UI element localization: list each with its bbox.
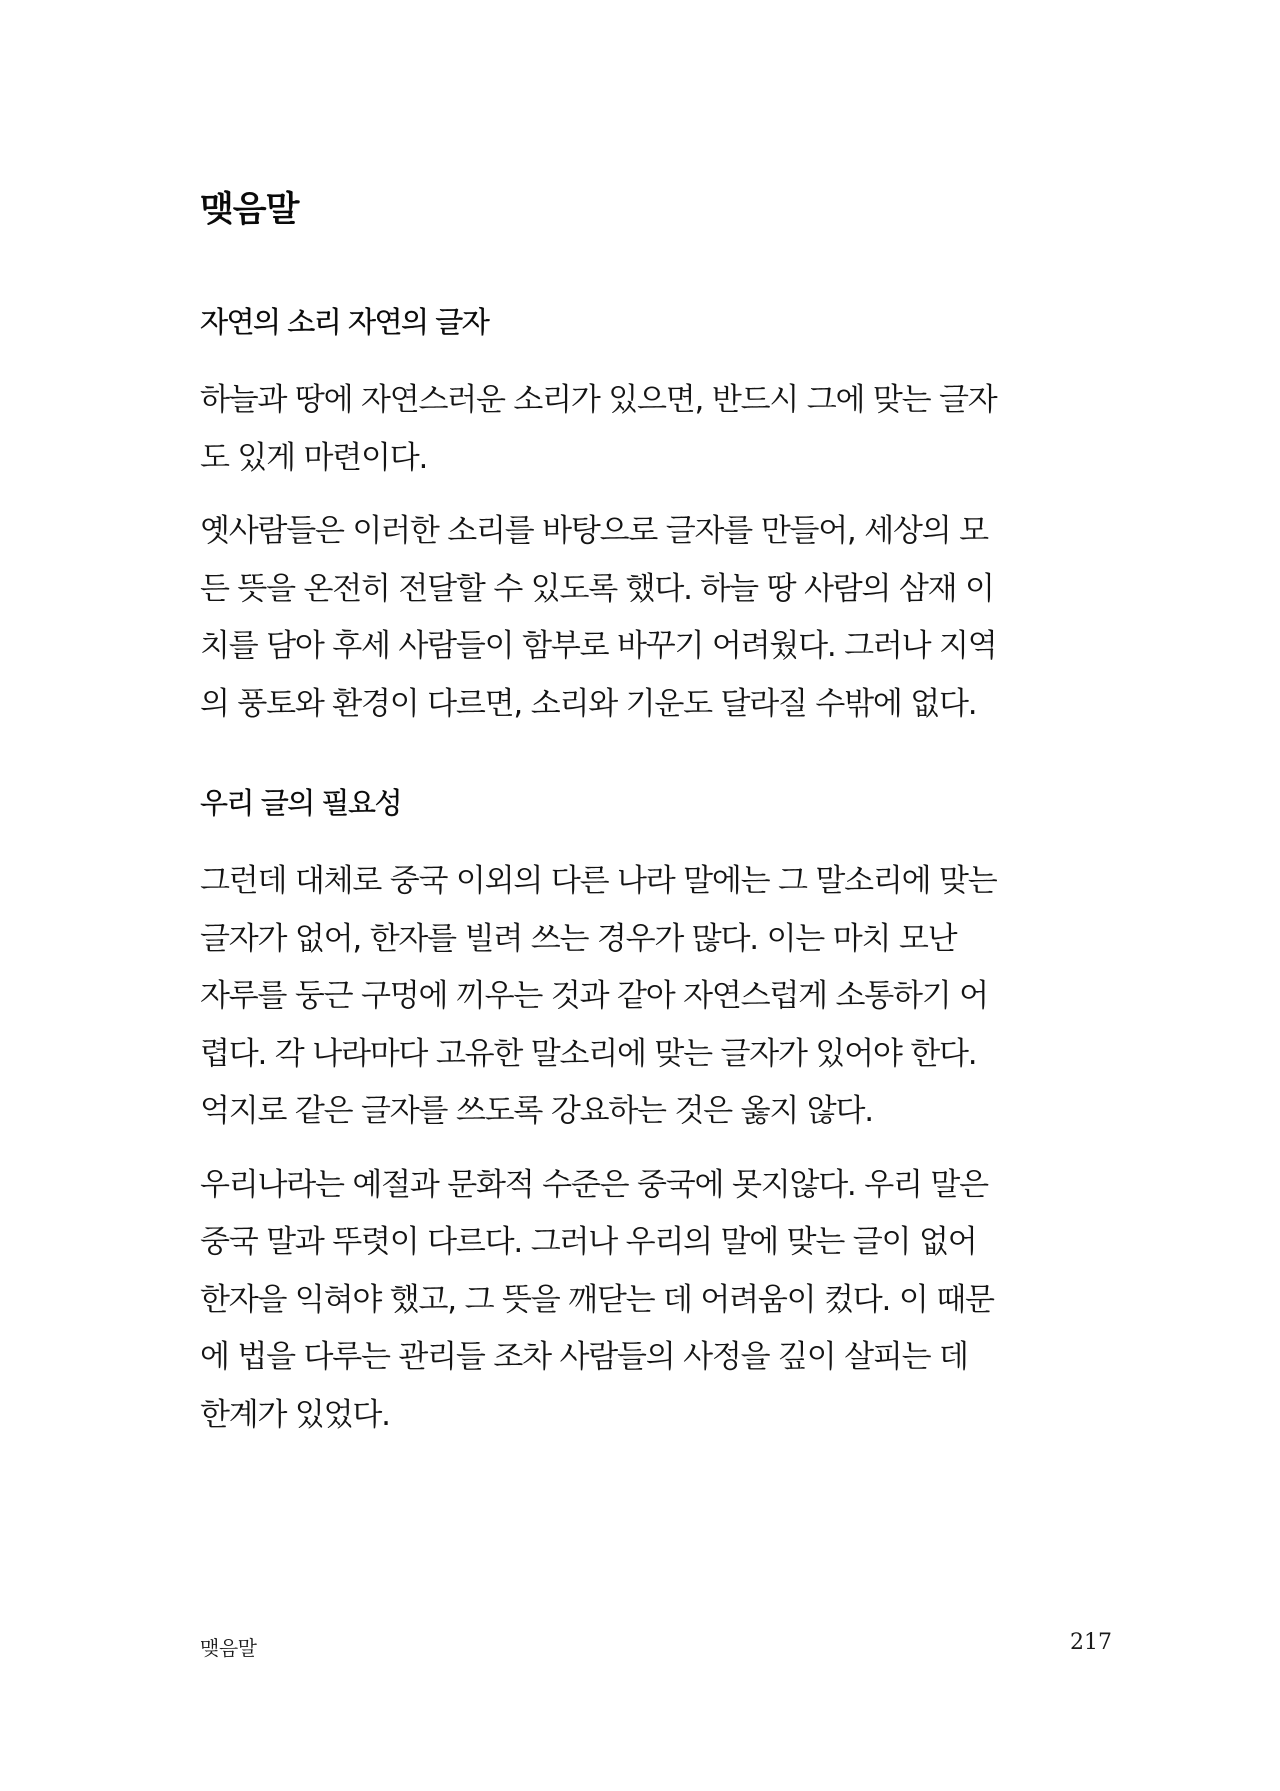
chapter-title: 맺음말	[200, 190, 299, 230]
text-line: 하늘과 땅에 자연스러운 소리가 있으면, 반드시 그에 맞는 글자	[200, 382, 997, 418]
text-line: 한계가 있었다.	[200, 1396, 390, 1433]
text-line: 의 풍토와 환경이 다르면, 소리와 기운도 달라질 수밖에 없다.	[200, 685, 977, 722]
running-head: 맺음말	[200, 1636, 257, 1660]
text-line: 렵다. 각 나라마다 고유한 말소리에 맞는 글자가 있어야 한다.	[200, 1035, 977, 1072]
section-need-for-our-script	[200, 783, 1115, 1444]
text-line: 억지로 같은 글자를 쓰도록 강요하는 것은 옳지 않다.	[200, 1093, 873, 1129]
page-footer	[200, 1628, 1112, 1662]
text-line: 에 법을 다루는 관리들 조차 사람들의 사정을 깊이 살피는 데	[200, 1339, 968, 1375]
text-line: 그런데 대체로 중국 이외의 다른 나라 말에는 그 말소리에 맞는	[200, 863, 997, 899]
text-line: 자루를 둥근 구멍에 끼우는 것과 같아 자연스럽게 소통하기 어	[200, 978, 988, 1014]
text-line: 중국 말과 뚜렷이 다르다. 그러나 우리의 말에 맞는 글이 없어	[200, 1224, 977, 1260]
text-line: 치를 담아 후세 사람들이 함부로 바꾸기 어려웠다. 그러나 지역	[200, 628, 997, 664]
page-content	[200, 180, 1115, 1460]
text-line: 도 있게 마련이다.	[200, 439, 428, 476]
text-line: 든 뜻을 온전히 전달할 수 있도록 했다. 하늘 땅 사람의 삼재 이	[200, 570, 994, 607]
text-line: 한자을 익혀야 했고, 그 뜻을 깨닫는 데 어려움이 컸다. 이 때문	[200, 1281, 994, 1318]
paragraph	[200, 372, 1115, 487]
section-natural-sounds	[200, 302, 1115, 733]
text-line: 옛사람들은 이러한 소리를 바탕으로 글자를 만들어, 세상의 모	[200, 513, 988, 549]
paragraph	[200, 503, 1115, 733]
paragraph	[200, 853, 1115, 1141]
section-title: 자연의 소리 자연의 글자	[200, 305, 489, 339]
text-line: 우리나라는 예절과 문화적 수준은 중국에 못지않다. 우리 말은	[200, 1166, 988, 1203]
section-title: 우리 글의 필요성	[200, 786, 402, 820]
page-number: 217	[1070, 1630, 1112, 1655]
text-line: 글자가 없어, 한자를 빌려 쓰는 경우가 많다. 이는 마치 모난	[200, 920, 957, 957]
paragraph	[200, 1157, 1115, 1445]
